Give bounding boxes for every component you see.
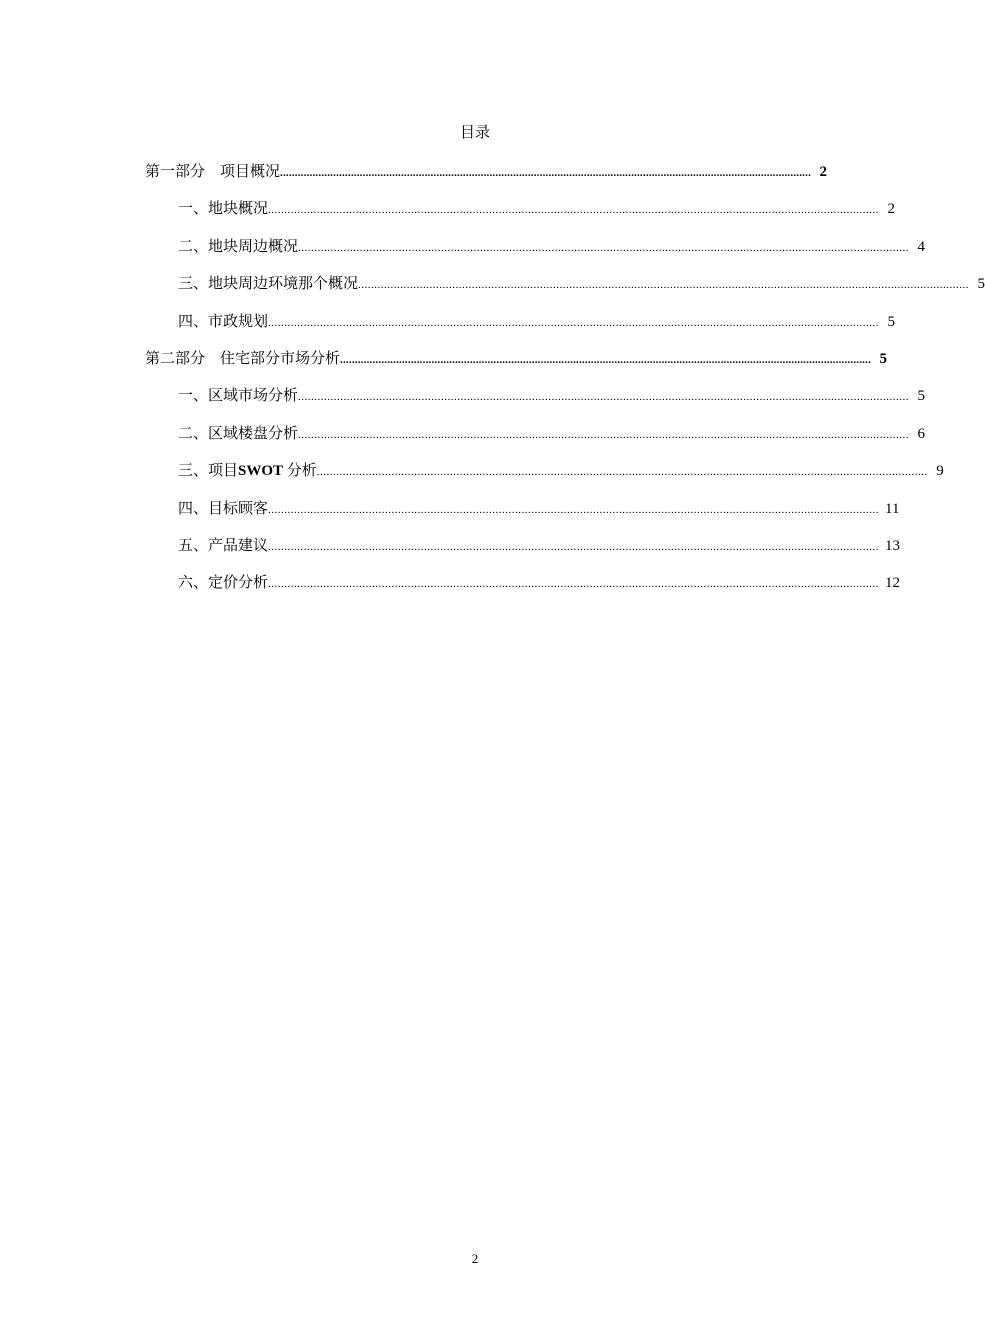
toc-leader-dots: ............................................................................................................................................................................................ (268, 316, 880, 329)
toc-entry-label: 第一部分 项目概况 (145, 164, 281, 180)
toc-entry-page: 2 (887, 201, 896, 218)
toc-entry-label: 第二部分 住宅部分市场分析 (145, 350, 341, 367)
toc-leader-dots: ............................................................................................................................................................................................ (298, 391, 910, 404)
toc-entry-page: 2 (819, 164, 828, 180)
toc-entry-page: 5 (887, 313, 896, 330)
toc-entry-label-bold: SWOT (238, 463, 284, 480)
toc-entry-page: 11 (885, 500, 900, 517)
toc-entry-part-1[interactable] (145, 162, 828, 199)
toc-leader-dots: ............................................................................................................................................................................................ (268, 204, 880, 217)
toc-leader-dots: ............................................................................................................................................................................................ (316, 466, 928, 479)
toc-entry-label: 四、目标顾客 (178, 500, 269, 517)
toc-leader-dots: ............................................................................................................................................................................................ (268, 540, 880, 553)
toc-title: 目录 (459, 125, 490, 141)
toc-entry-label: 五、产品建议 (178, 537, 269, 554)
toc-entry-1-2[interactable] (145, 237, 926, 274)
toc-entry-page: 9 (936, 463, 944, 480)
toc-entry-part-2[interactable] (145, 349, 888, 386)
toc-entry-1-4[interactable] (145, 312, 896, 349)
table-of-contents (145, 162, 985, 611)
toc-entry-2-3[interactable] (145, 461, 944, 498)
toc-leader-dots: ............................................................................................................................................................................................ (268, 503, 880, 516)
toc-entry-2-2[interactable] (145, 424, 926, 461)
toc-entry-label: 三、地块周边环境那个概况 (178, 276, 359, 293)
toc-entry-label: 一、区域市场分析 (178, 388, 299, 405)
toc-leader-dots: .................................................................................................................................................................................... (340, 353, 872, 366)
toc-entry-2-1[interactable] (145, 386, 926, 423)
toc-entry-page: 5 (917, 388, 926, 405)
toc-entry-label (178, 461, 317, 481)
toc-entry-label-prefix: 三、项目 (178, 463, 239, 480)
toc-entry-page: 4 (917, 238, 926, 255)
toc-entry-2-4[interactable] (145, 499, 900, 536)
toc-leader-dots: ............................................................................................................................................................................................ (268, 578, 880, 591)
toc-leader-dots: .................................................................................................................................................................................... (280, 167, 812, 179)
toc-entry-label: 一、地块概况 (178, 201, 269, 218)
toc-entry-label: 二、区域楼盘分析 (178, 425, 299, 442)
toc-entry-page: 5 (879, 350, 888, 367)
toc-entry-1-3[interactable] (145, 274, 985, 311)
toc-entry-page: 12 (885, 575, 901, 592)
toc-entry-label: 二、地块周边概况 (178, 238, 299, 255)
toc-leader-dots: ............................................................................................................................................................................................ (298, 428, 910, 441)
toc-leader-dots: ............................................................................................................................................................................................ (298, 241, 910, 254)
toc-leader-dots: ............................................................................................................................................................................................ (358, 279, 970, 292)
toc-entry-2-5[interactable] (145, 536, 901, 573)
toc-entry-page: 13 (885, 537, 901, 554)
page-number: 2 (471, 1251, 479, 1266)
toc-entry-2-6[interactable] (145, 573, 901, 610)
toc-entry-label-suffix: 分析 (286, 463, 317, 480)
toc-entry-label: 六、定价分析 (178, 575, 269, 592)
toc-entry-page: 5 (977, 276, 985, 293)
toc-entry-label: 四、市政规划 (178, 313, 269, 330)
toc-entry-page: 6 (917, 425, 926, 442)
toc-entry-1-1[interactable] (145, 199, 896, 236)
